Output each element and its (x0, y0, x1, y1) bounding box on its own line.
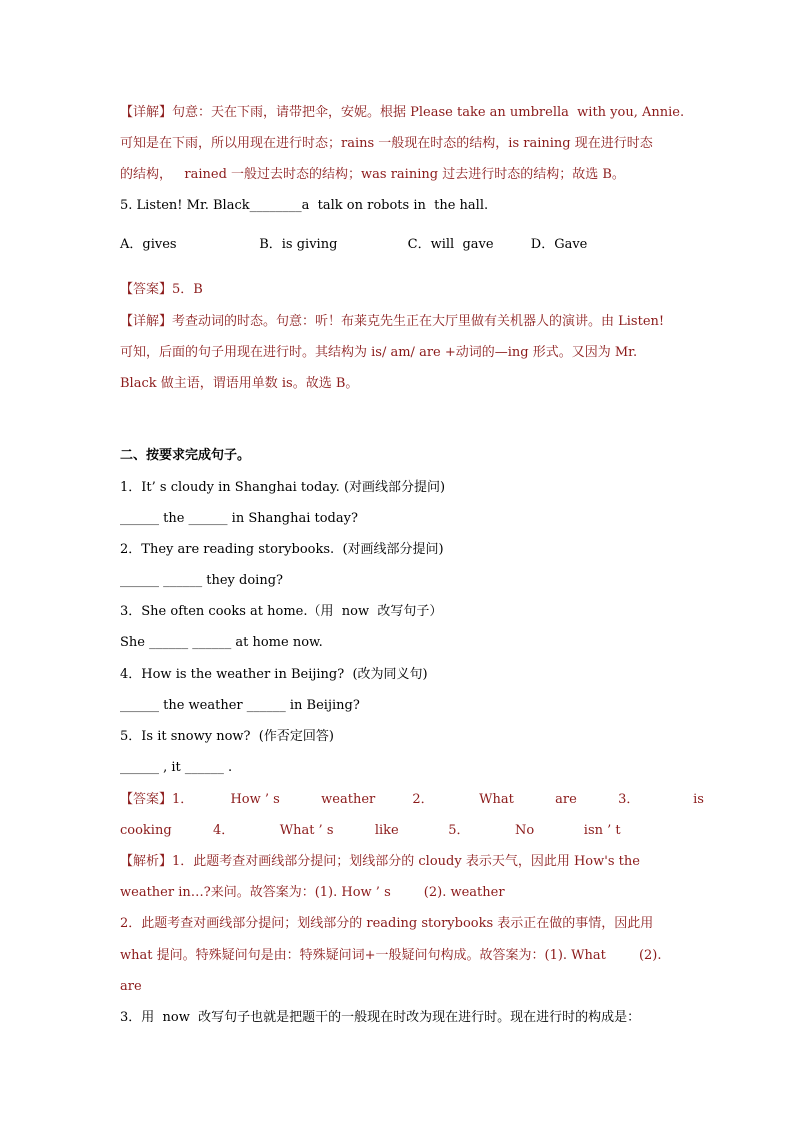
analysis-line2: weather in…?来问。故答案为：(1). How ’ s (2). weather (120, 885, 505, 900)
question-5: 5. Listen! Mr. Black________a talk on robots in the hall. (120, 198, 489, 213)
answers-line2: cooking 4． What ’ s like 5． No isn ’ t (120, 823, 621, 838)
exercise-4-blank: ______ the weather ______ in Beijing? (120, 698, 360, 713)
explanation-q5-line3: Black 做主语，谓语用单数 is。故选 B。 (120, 376, 359, 391)
exercise-3: 3．She often cooks at home.（用 now 改写句子） (120, 604, 443, 619)
explanation-q4-line2: 可知是在下雨，所以用现在进行时态；rains 一般现在时态的结构，is raining 现在进行时态 (120, 136, 653, 151)
exercise-2-blank: ______ ______ they doing? (120, 573, 284, 588)
exercise-5: 5．Is it snowy now? (作否定回答) (120, 729, 334, 744)
analysis-line5: are (120, 979, 142, 994)
exercise-5-blank: ______ , it ______ . (120, 760, 233, 775)
question-5-options: A．gives B．is giving C．will gave D．Gave (120, 237, 588, 252)
explanation-q4-line1: 【详解】句意：天在下雨，请带把伞，安妮。根据 Please take an umbrella with you, Annie. (120, 105, 685, 120)
analysis-line1: 【解析】1．此题考查对画线部分提问；划线部分的 cloudy 表示天气，因此用 How's the (120, 854, 640, 869)
analysis-line3: 2．此题考查对画线部分提问；划线部分的 reading storybooks 表示正在做的事情，因此用 (120, 916, 654, 931)
exercise-1: 1．It’ s cloudy in Shanghai today. (对画线部分提问) (120, 480, 446, 495)
analysis-line6: 3．用 now 改写句子也就是把题干的一般现在时改为现在进行时。现在进行时的构成是： (120, 1010, 641, 1025)
exercise-4: 4．How is the weather in Beijing? (改为同义句) (120, 667, 428, 682)
section-heading: 二、按要求完成句子。 (120, 448, 251, 463)
explanation-q4-line3: 的结构， rained 一般过去时态的结构；was raining 过去进行时态的结构；故选 B。 (120, 167, 625, 182)
exercise-2: 2．They are reading storybooks. (对画线部分提问) (120, 542, 444, 557)
exercise-1-blank: ______ the ______ in Shanghai today? (120, 511, 358, 526)
answers-line1: 【答案】1． How ’ s weather 2． What are 3． is (120, 792, 704, 807)
exercise-3-blank: She ______ ______ at home now. (120, 635, 323, 650)
answer-q5: 【答案】5．B (120, 282, 203, 297)
analysis-line4: what 提问。特殊疑问句是由：特殊疑问词+一般疑问句构成。故答案为：(1). What (2). (120, 948, 662, 963)
explanation-q5-line1: 【详解】考查动词的时态。句意：听！布莱克先生正在大厅里做有关机器人的演讲。由 Listen! (120, 314, 665, 329)
explanation-q5-line2: 可知，后面的句子用现在进行时。其结构为 is/ am/ are +动词的—ing 形式。又因为 Mr. (120, 345, 638, 360)
